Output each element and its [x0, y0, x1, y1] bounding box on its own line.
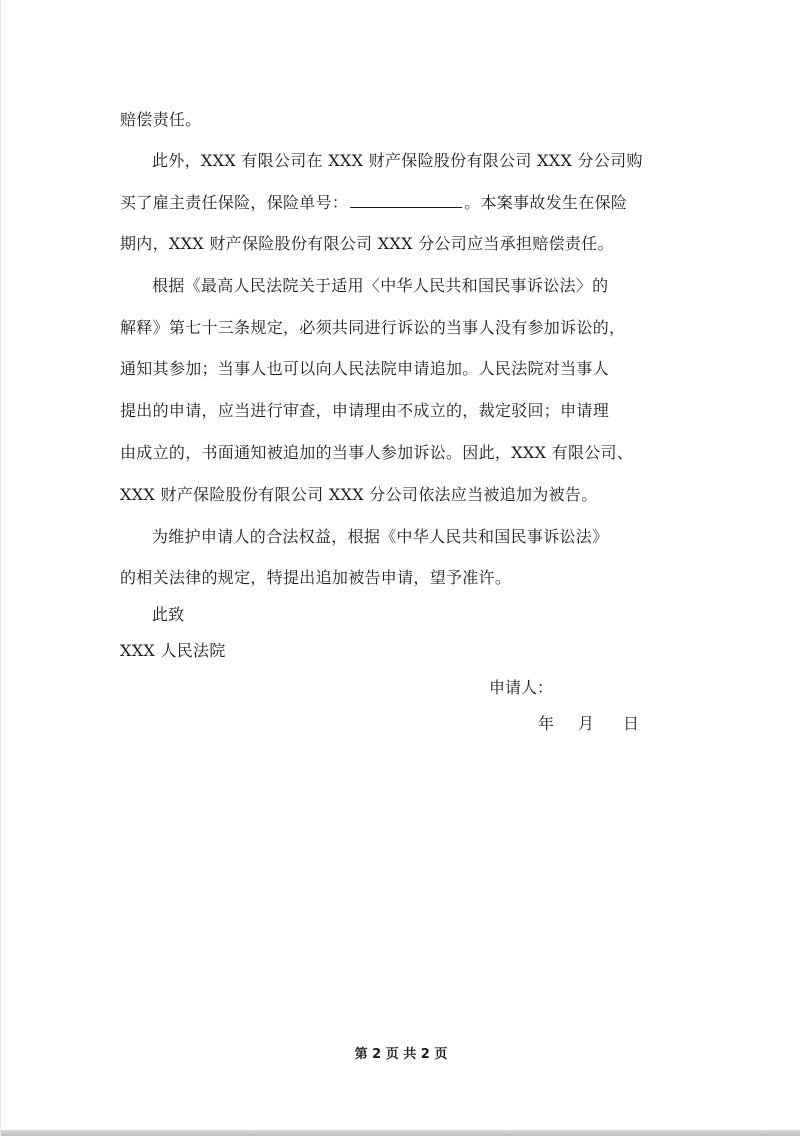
text-line-3-end: 。本案事故发生在保险	[464, 193, 628, 212]
text-line-1: 赔偿责任。	[120, 110, 202, 129]
salutation-line: 此致	[152, 605, 185, 624]
text-line-10: XXX 财产保险股份有限公司 XXX 分公司依法应当被追加为被告。	[120, 485, 598, 504]
text-line-3	[120, 193, 627, 213]
text-line-8: 提出的申请，应当进行审查，申请理由不成立的，裁定驳回；申请理	[120, 401, 610, 420]
text-line-11: 为维护申请人的合法权益，根据《中华人民共和国民事诉讼法》	[152, 527, 609, 546]
signer-label: 申请人：	[489, 678, 554, 697]
date-day: 日	[623, 714, 640, 733]
date-year: 年	[538, 714, 555, 733]
policy-number-blank	[350, 193, 462, 208]
text-line-4: 期内，XXX 财产保险股份有限公司 XXX 分公司应当承担赔偿责任。	[120, 234, 614, 253]
text-line-12: 的相关法律的规定，特提出追加被告申请，望予准许。	[120, 568, 512, 587]
text-line-6: 解释》第七十三条规定，必须共同进行诉讼的当事人没有参加诉讼的，	[120, 318, 626, 337]
text-line-9: 由成立的，书面通知被追加的当事人参加诉讼。因此，XXX 有限公司、	[120, 443, 634, 462]
date-month: 月	[578, 714, 595, 733]
text-line-5: 根据《最高人民法院关于适用〈中华人民共和国民事诉讼法〉的	[152, 276, 609, 295]
text-line-7: 通知其参加；当事人也可以向人民法院申请追加。人民法院对当事人	[120, 359, 610, 378]
page-footer: 第 2 页 共 2 页	[354, 1047, 448, 1062]
page-bottom-edge	[1, 1130, 800, 1136]
text-line-2: 此外，XXX 有限公司在 XXX 财产保险股份有限公司 XXX 分公司购	[152, 151, 643, 170]
court-name: XXX 人民法院	[120, 641, 226, 660]
text-line-3-start: 买了雇主责任保险，保险单号：	[120, 193, 349, 212]
